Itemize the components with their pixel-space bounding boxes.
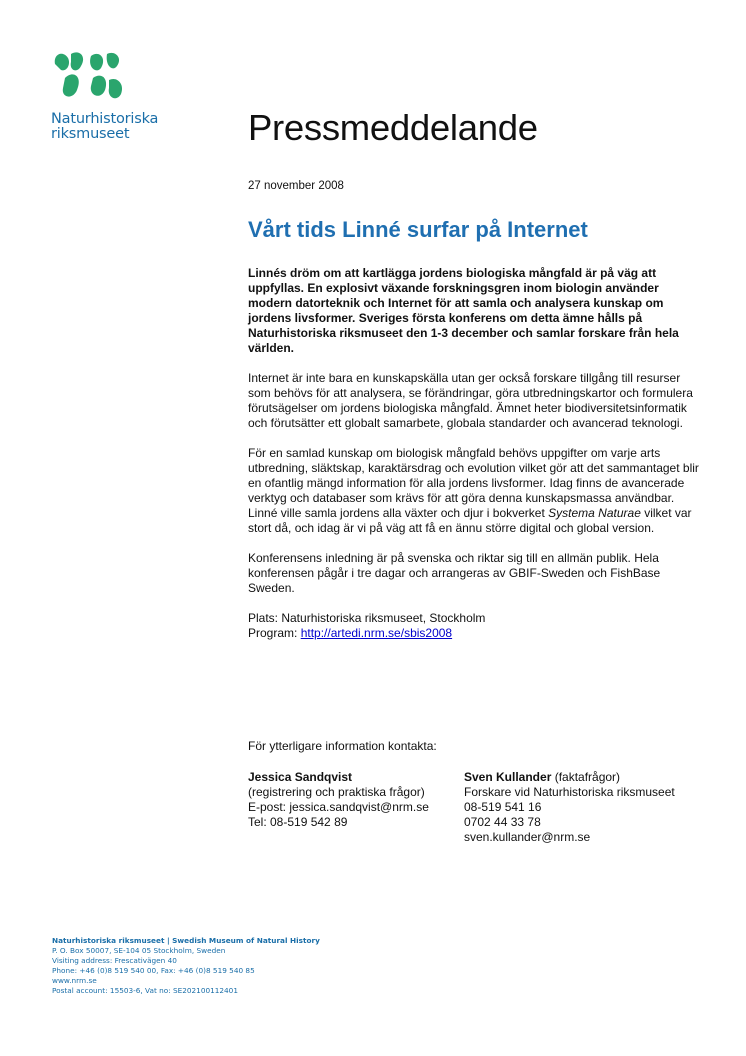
contact-role: (registrering och praktiska frågor) (248, 785, 425, 799)
program-label: Program: (248, 626, 301, 640)
article-body (248, 266, 703, 641)
book-title: Systema Naturae (548, 506, 641, 520)
contact-email: sven.kullander@nrm.se (464, 830, 591, 844)
program-link[interactable]: http://artedi.nrm.se/sbis2008 (300, 626, 453, 640)
event-place: Plats: Naturhistoriska riksmuseet, Stockholm (248, 611, 486, 625)
logo-name-line2: riksmuseet (51, 126, 130, 142)
museum-logo-icon (51, 50, 127, 102)
contact-role: (faktafrågor) (551, 770, 621, 784)
contact-phone-1: 08-519 541 16 (464, 800, 542, 814)
body-paragraph-2-end: vilket var stort då, och idag är vi på väg att få en ännu större digital och global version. (248, 506, 692, 535)
contact-email: E-post: jessica.sandqvist@nrm.se (248, 800, 429, 814)
contact-phone-2: 0702 44 33 78 (464, 815, 541, 829)
footer-address: P. O. Box 50007, SE-104 05 Stockholm, Sweden (52, 946, 226, 955)
contact-phone: Tel: 08-519 542 89 (248, 815, 348, 829)
body-paragraph-1: Internet är inte bara en kunskapskälla utan ger också forskare tillgång till resurser som behövs för att analysera, se förändringar, göra utbredningskartor och formulera förutsägelser om jordens biologiska mångfald. Ämnet heter biodiversitetsinformatik och förutsätter ett globalt samarbete, globala standarder och avancerad teknologi. (248, 371, 693, 430)
footer-phone: Phone: +46 (0)8 519 540 00, Fax: +46 (0)8 519 540 85 (52, 966, 255, 975)
footer-org: Naturhistoriska riksmuseet | Swedish Museum of Natural History (52, 936, 320, 945)
contact-name: Sven Kullander (464, 770, 552, 784)
contact-card-1 (248, 770, 464, 845)
body-paragraph-3: Konferensens inledning är på svenska och riktar sig till en allmän publik. Hela konferensen pågår i tre dagar och arrangeras av GBIF-Sweden och FishBase Sweden. (248, 551, 661, 595)
footer-postal: Postal account: 15503-6, Vat no: SE202100112401 (52, 986, 238, 995)
contact-title: Forskare vid Naturhistoriska riksmuseet (464, 785, 675, 799)
contacts (248, 770, 708, 845)
contact-name: Jessica Sandqvist (248, 770, 353, 784)
body-paragraph-2 (248, 446, 703, 536)
event-info (248, 611, 703, 641)
footer (52, 936, 320, 996)
contact-intro: För ytterligare information kontakta: (248, 739, 437, 753)
museum-logo (51, 50, 181, 142)
footer-web: www.nrm.se (52, 976, 97, 985)
press-date: 27 november 2008 (248, 180, 344, 192)
footer-visiting: Visiting address: Frescativägen 40 (52, 956, 177, 965)
lead-paragraph: Linnés dröm om att kartlägga jordens biologiska mångfald är på väg att uppfyllas. En explosivt växande forskningsgren inom biologin använder modern datorteknik och Internet för att samla och analysera kunskap om jordens livsformer. Sveriges första konferens om detta ämne hålls på Naturhistoriska riksmuseet den 1-3 december och samlar forskare från hela världen. (248, 266, 679, 355)
page-title: Pressmeddelande (248, 107, 538, 148)
contact-name-line (464, 770, 708, 785)
contact-card-2 (464, 770, 708, 845)
headline: Vårt tids Linné surfar på Internet (248, 217, 588, 242)
logo-name-line1: Naturhistoriska (51, 111, 159, 127)
body-paragraph-2-start: För en samlad kunskap om biologisk mångfald behövs uppgifter om varje arts utbredning, släktskap, karaktärsdrag och evolution vilket gör att det sammantaget blir en ofantlig mängd information för alla jordens livsformer. Idag finns de avancerade verktyg och databaser som krävs för att göra denna kunskapsmassa användbar. Linné ville samla jordens alla växter och djur i bokverket (248, 446, 699, 520)
